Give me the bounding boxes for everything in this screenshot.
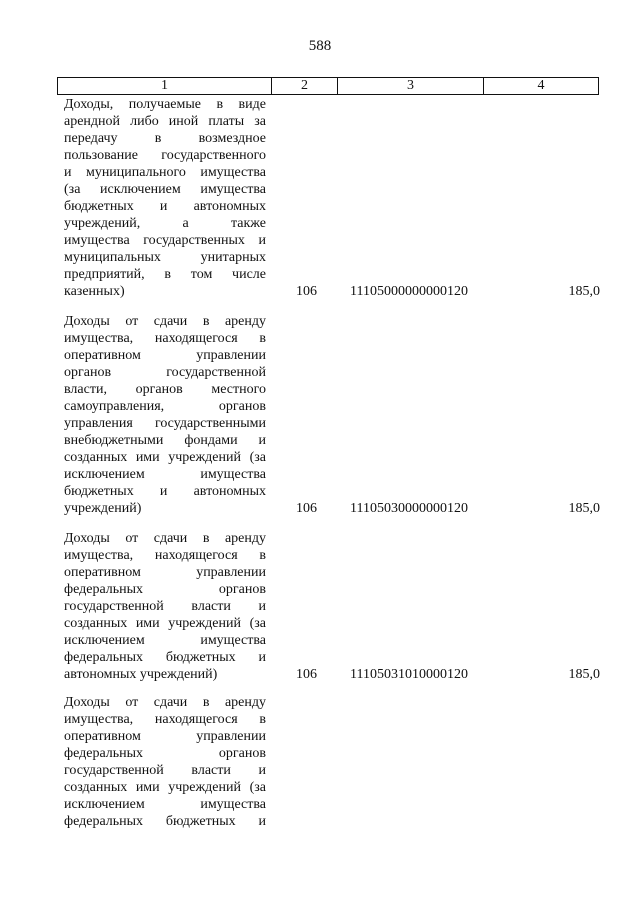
description-line: Доходы от сдачи в аренду <box>64 695 266 710</box>
description-line: имущества, находящегося в <box>64 331 266 346</box>
description-line: бюджетных и автономных <box>64 199 266 214</box>
description-line: федеральных бюджетных и <box>64 814 266 829</box>
description-line: муниципальных унитарных <box>64 250 266 265</box>
description-line: исключением имущества <box>64 633 266 648</box>
budget-code: 11105030000000120 <box>350 501 468 516</box>
description-line: Доходы, получаемые в виде <box>64 97 266 112</box>
admin-code: 106 <box>296 501 317 516</box>
description-line: имущества, находящегося в <box>64 712 266 727</box>
row-description <box>64 694 266 830</box>
row-description <box>64 96 266 300</box>
table-header <box>57 77 599 95</box>
description-line: внебюджетными фондами и <box>64 433 266 448</box>
description-line: предприятий, в том числе <box>64 267 266 282</box>
description-line: автономных учреждений) <box>64 667 218 682</box>
amount-value: 185,0 <box>568 284 600 299</box>
description-line: арендной либо иной платы за <box>64 114 266 129</box>
header-col-4: 4 <box>537 78 545 93</box>
description-line: федеральных органов <box>64 582 266 597</box>
admin-code: 106 <box>296 667 317 682</box>
description-line: оперативном управлении <box>64 729 266 744</box>
description-line: казенных) <box>64 284 125 299</box>
description-line: созданных ими учреждений (за <box>64 780 266 795</box>
page-number: 588 <box>308 38 332 54</box>
description-line: бюджетных и автономных <box>64 484 266 499</box>
description-line: власти, органов местного <box>64 382 266 397</box>
description-line: пользование государственного <box>64 148 266 163</box>
budget-code: 11105031010000120 <box>350 667 468 682</box>
header-col-2: 2 <box>272 78 338 94</box>
description-line: федеральных бюджетных и <box>64 650 266 665</box>
description-line: управления государственными <box>64 416 266 431</box>
table-row <box>64 694 600 830</box>
description-line: созданных ими учреждений (за <box>64 616 266 631</box>
description-line: оперативном управлении <box>64 565 266 580</box>
description-line: Доходы от сдачи в аренду <box>64 531 266 546</box>
row-description <box>64 313 266 517</box>
header-col-3: 3 <box>338 78 484 94</box>
description-line: (за исключением имущества <box>64 182 266 197</box>
table-row <box>64 96 600 300</box>
description-line: федеральных органов <box>64 746 266 761</box>
description-line: передачу в возмездное <box>64 131 266 146</box>
description-line: учреждений) <box>64 501 142 516</box>
description-line: исключением имущества <box>64 797 266 812</box>
header-col-1: 1 <box>58 78 272 94</box>
budget-code: 11105000000000120 <box>350 284 468 299</box>
admin-code: 106 <box>296 284 317 299</box>
table-row <box>64 530 600 683</box>
row-description <box>64 530 266 683</box>
description-line: органов государственной <box>64 365 266 380</box>
amount-value: 185,0 <box>568 501 600 516</box>
description-line: имущества, находящегося в <box>64 548 266 563</box>
description-line: имущества государственных и <box>64 233 266 248</box>
description-line: государственной власти и <box>64 763 266 778</box>
description-line: созданных ими учреждений (за <box>64 450 266 465</box>
description-line: самоуправления, органов <box>64 399 266 414</box>
description-line: Доходы от сдачи в аренду <box>64 314 266 329</box>
table-row <box>64 313 600 517</box>
description-line: учреждений, а также <box>64 216 266 231</box>
description-line: государственной власти и <box>64 599 266 614</box>
amount-value: 185,0 <box>568 667 600 682</box>
description-line: оперативном управлении <box>64 348 266 363</box>
description-line: и муниципального имущества <box>64 165 266 180</box>
description-line: исключением имущества <box>64 467 266 482</box>
